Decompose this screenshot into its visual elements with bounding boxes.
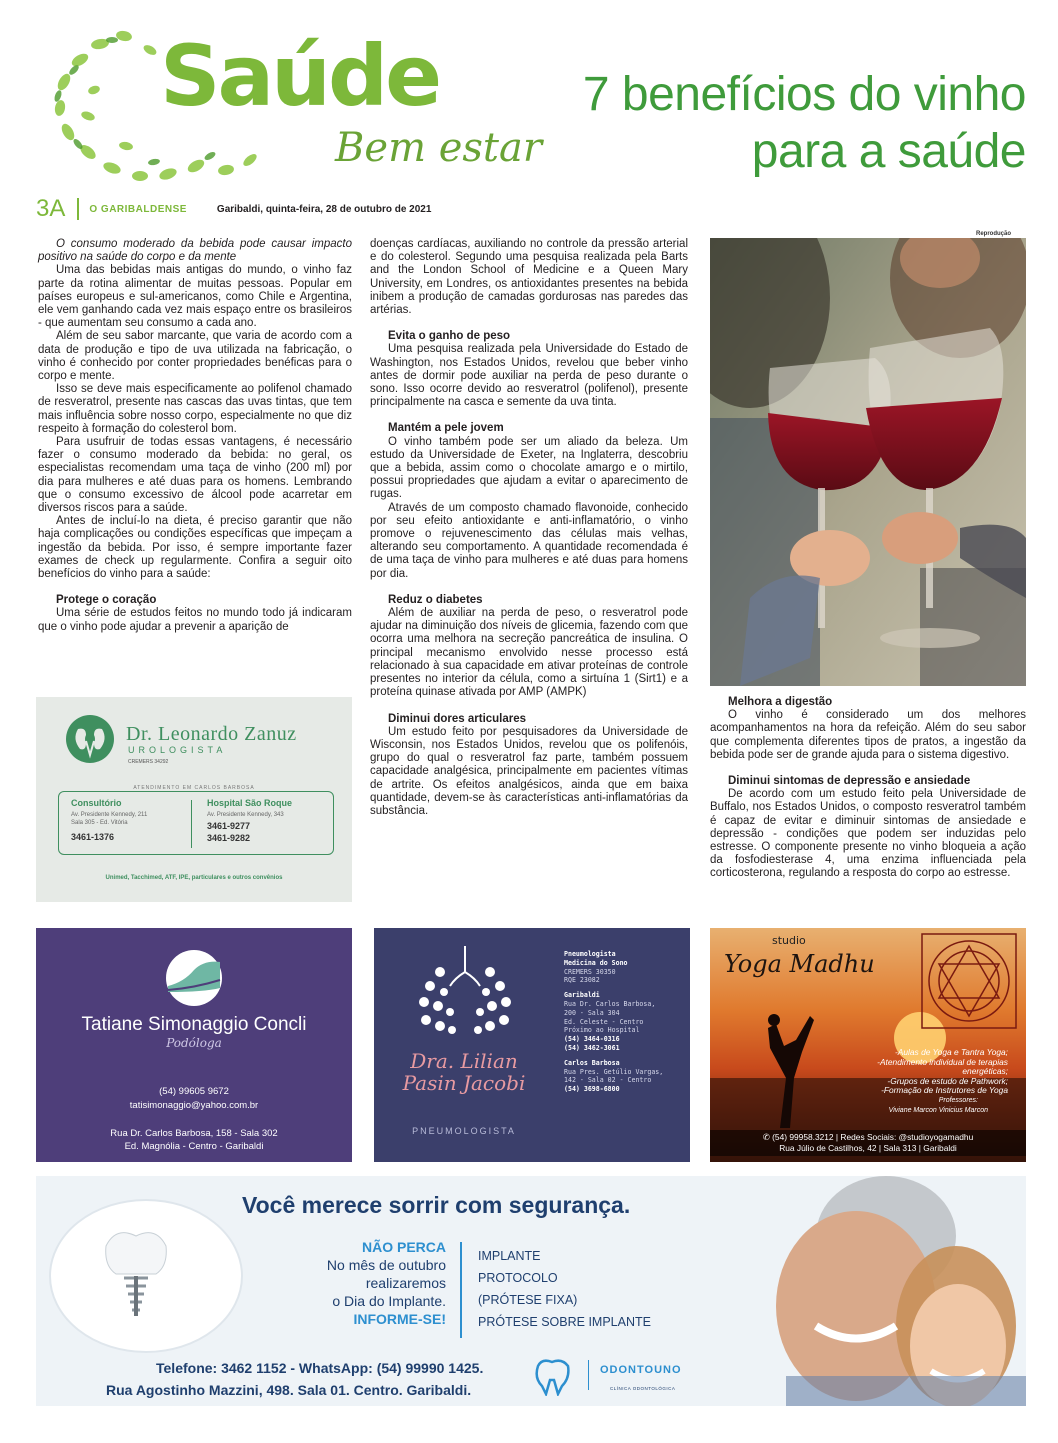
divider bbox=[460, 1242, 462, 1338]
doctor-name bbox=[394, 1050, 534, 1094]
studio-title: Yoga Madhu bbox=[724, 950, 875, 978]
doctor-specialty: PNEUMOLOGISTA bbox=[412, 1126, 516, 1136]
city-phone: (54) 3462-3061 bbox=[564, 1043, 620, 1052]
info-title: Pneumologista bbox=[564, 950, 616, 958]
brand-name: ODONTOUNO bbox=[600, 1364, 682, 1376]
address-line: Ed. Magnólia - Centro - Garibaldi bbox=[124, 1141, 264, 1152]
service-item: -Grupos de estudo de Pathwork; bbox=[887, 1075, 1008, 1086]
tooth-logo-icon bbox=[532, 1356, 574, 1396]
page-info-bar bbox=[36, 196, 431, 222]
service-item: energéticas; bbox=[962, 1066, 1008, 1077]
smiling-couple-photo bbox=[726, 1176, 1026, 1406]
studio-label: studio bbox=[772, 934, 806, 947]
service-item: -Atendimento individual de terapias bbox=[877, 1056, 1008, 1067]
promo-text bbox=[286, 1238, 446, 1328]
service-item bbox=[478, 1270, 651, 1308]
ad-tatiane-podologa[interactable] bbox=[36, 928, 352, 1162]
locations-box bbox=[58, 791, 334, 855]
paragraph: Uma série de estudos feitos no mundo todo já indicaram que o vinho pode ajudar a prevenir a aparição de bbox=[38, 607, 352, 633]
contact-address: Rua Agostinho Mazzini, 498. Sala 01. Centro. Garibaldi. bbox=[106, 1382, 472, 1398]
promo-highlight: INFORME-SE! bbox=[353, 1311, 446, 1327]
promo-line: realizaremos bbox=[365, 1275, 446, 1291]
city-phone: (54) 3698-6800 bbox=[564, 1085, 620, 1094]
paragraph: Além de seu sabor marcante, que varia de acordo com a data de produção e tipo de uva utilizada na fabricação, o vinho é conhecido por conter propriedades benéficas para o corpo e mente. bbox=[38, 330, 352, 383]
divider bbox=[191, 800, 192, 848]
newspaper-name: O GARIBALDENSE bbox=[89, 203, 187, 215]
professional-role: Podóloga bbox=[166, 1036, 222, 1050]
convenios: Unimed, Tacchimed, ATF, IPE, particulares e outros convênios bbox=[105, 875, 283, 881]
article-column-2 bbox=[370, 238, 688, 818]
phone: (54) 99605 9672 bbox=[159, 1086, 229, 1097]
location-title: Consultório bbox=[71, 798, 122, 808]
section-heading: Melhora a digestão bbox=[728, 696, 833, 708]
info-title: Medicina do Sono bbox=[564, 958, 628, 967]
divider bbox=[588, 1360, 589, 1390]
section-heading: Mantém a pele jovem bbox=[388, 422, 504, 435]
section-title: Saúde bbox=[160, 27, 440, 125]
article-lead: O consumo moderado da bebida pode causar impacto positivo na saúde do corpo e da mente bbox=[38, 238, 352, 264]
doctor-name-line: Pasin Jacobi bbox=[402, 1071, 526, 1095]
address-line: Rua Dr. Carlos Barbosa, 158 - Sala 302 bbox=[110, 1128, 278, 1139]
article-column-1 bbox=[38, 238, 352, 634]
page-number: 3A bbox=[36, 195, 66, 222]
section-heading: Reduz o diabetes bbox=[388, 593, 483, 606]
service-item: PRÓTESE SOBRE IMPLANTE bbox=[478, 1315, 651, 1329]
rqe: RQE 23082 bbox=[564, 976, 600, 985]
paragraph: Isso se deve mais especificamente ao polifenol chamado de resveratrol, presente nas cascas das uvas tintas, que tem mais influência sobre nosso corpo, especialmente no que diz respeito à formação do colesterol bom. bbox=[38, 383, 352, 435]
slogan: Você merece sorrir com segurança. bbox=[242, 1192, 631, 1218]
ad-studio-yoga-madhu[interactable] bbox=[710, 928, 1026, 1162]
contact-line: (54) 99958.3212 | Redes Sociais: @studioyogamadhu bbox=[772, 1132, 974, 1142]
services-list bbox=[478, 1248, 651, 1336]
paragraph: Uma das bebidas mais antigas do mundo, o vinho faz parte da rotina alimentar de muitas pessoas. Popular em países europeus e sul-americanos, como Chile e Argentina, ele vem ganhando cada vez mais espaço entre os brasileiros - que aumentam seu consumo a cada ano. bbox=[38, 264, 352, 330]
email: tatisimonaggio@yahoo.com.br bbox=[129, 1100, 259, 1111]
location-address: Av. Presidente Kennedy, 343 bbox=[207, 812, 284, 818]
brand-subtitle: CLÍNICA ODONTOLÓGICA bbox=[610, 1386, 676, 1391]
location-phone: 3461-1376 bbox=[71, 832, 115, 842]
location-phone: 3461-9282 bbox=[207, 833, 251, 843]
crm: CREMERS 30350 bbox=[564, 967, 616, 976]
dateline: Garibaldi, quinta-feira, 28 de outubro de 2021 bbox=[216, 203, 432, 215]
kidney-logo-icon bbox=[64, 713, 116, 765]
promo-line: o Dia do Implante. bbox=[332, 1293, 446, 1309]
article-headline: 7 benefícios do vinho para a saúde bbox=[582, 68, 1026, 178]
lungs-flowers-icon bbox=[410, 942, 520, 1042]
professional-name: Tatiane Simonaggio Concli bbox=[81, 1014, 307, 1035]
doctor-crm: CREMERS 34292 bbox=[128, 759, 169, 765]
divider bbox=[77, 198, 79, 220]
section-subtitle: Bem estar bbox=[335, 125, 542, 171]
section-heading: Evita o ganho de peso bbox=[388, 330, 511, 343]
article-column-3 bbox=[710, 696, 1026, 881]
photo-credit: Reprodução bbox=[976, 231, 1012, 237]
location-title: Hospital São Roque bbox=[207, 798, 293, 808]
paragraph: Para usufruir de todas essas vantagens, é necessário fazer o consumo moderado da bebida: no geral, os especialistas recomendam uma taça de vinho (200 ml) por dia para mulheres e até duas para os homens. Lembrando que o consumo excessivo de álcool pode acarretar em diversos riscos para a saúde. bbox=[38, 436, 352, 515]
doctor-info bbox=[564, 950, 684, 1094]
doctor-name: Dr. Leonardo Zanuz bbox=[126, 723, 297, 745]
paragraph: Além de auxiliar na perda de peso, o resveratrol pode ajudar na diminuição dos níveis de glicemia, fazendo com que ocorra uma melhora na secreção pancreática de insulina. O principal mecanismo envolvido nesse processo está relacionado à sua capacidade em ativar proteínas de controle presentes no interior da célula, como a sirtuína 1 (Sirt1) e a proteína quinase ativada por AMP (AMPK) bbox=[370, 607, 688, 699]
city-address: Rua Pres. Getúlio Vargas, 142 - Sala 02 - Centro bbox=[564, 1067, 664, 1085]
city-name: Carlos Barbosa bbox=[564, 1058, 620, 1067]
teachers-label: Professores: bbox=[938, 1096, 978, 1104]
paragraph: doenças cardíacas, auxiliando no controle da pressão arterial e do colesterol. Segundo uma pesquisa realizada pela Barts and the London School of Medicine e a Queen Mary University, em Londres, os antioxidantes presentes na bebida inibem a produção de camadas gordurosas nas paredes das artérias. bbox=[370, 238, 688, 317]
ad-dr-leonardo-zanuz[interactable] bbox=[36, 697, 352, 902]
promo-line: No mês de outubro bbox=[326, 1257, 446, 1273]
doctor-name-line: Dra. Lilian bbox=[410, 1049, 518, 1073]
atendimento-label: ATENDIMENTO EM CARLOS BARBOSA bbox=[133, 785, 255, 791]
city-address: Rua Dr. Carlos Barbosa, 200 - Sala 304 Ed. Celeste - Centro Próximo ao Hospital bbox=[564, 999, 656, 1035]
service-line: (PRÓTESE FIXA) bbox=[478, 1293, 578, 1307]
location-address: Av. Presidente Kennedy, 211 Sala 305 - Ed. Vitória bbox=[71, 812, 148, 826]
ad-odontouno[interactable] bbox=[36, 1176, 1026, 1406]
paragraph: Através de um composto chamado flavonoide, conhecido por seu efeito antioxidante e anti-inflamatório, o vinho promove o rejuvenescimento das células mais velhas, alterando seu comportamento. A quantidade recomendada é de uma taça de vinho para mulheres e até duas para homens por dia. bbox=[370, 501, 688, 580]
paragraph: Antes de incluí-lo na dieta, é preciso garantir que não haja complicações ou condições específicas que impeçam a ingestão da bebida. Por isso, é sempre importante fazer exames de check up regularmente. Confira a seguir oito benefícios do vinho para a saúde: bbox=[38, 515, 352, 581]
ad-dra-lilian-pasin-jacobi[interactable] bbox=[374, 928, 690, 1162]
paragraph: O vinho é considerado um dos melhores acompanhamentos na hora da refeição. Além do seu sabor que complementa diferentes tipos de pratos, a ingestão da bebida pode ser de grande ajuda para o sistema digestivo. bbox=[710, 709, 1026, 761]
promo-highlight: NÃO PERCA bbox=[361, 1239, 446, 1255]
dental-implant-image bbox=[46, 1196, 246, 1356]
doctor-specialty: UROLOGISTA bbox=[128, 745, 227, 755]
foot-logo-icon bbox=[164, 948, 224, 1008]
paragraph: De acordo com um estudo feito pela Universidade de Buffalo, nos Estados Unidos, o composto resveratrol também é capaz de evitar e diminuir sintomas de ansiedade e depressão - condições que podem ser induzidas pelo estresse. O componente presente no vinho bloqueia a ação da fosfodiesterase 4, uma enzima influenciada pela corticosterona, regulando a resposta do corpo ao estresse. bbox=[710, 788, 1026, 880]
services-list bbox=[710, 1048, 1008, 1115]
address-line: Rua Júlio de Castilhos, 42 | Sala 313 | Garibaldi bbox=[779, 1143, 957, 1153]
teachers-names: Viviane Marcon Vinicius Marcon bbox=[888, 1106, 988, 1114]
location-phone: 3461-9277 bbox=[207, 821, 251, 831]
contact-phone: Telefone: 3462 1152 - WhatsApp: (54) 99990 1425. bbox=[156, 1360, 484, 1376]
studio-contact bbox=[710, 1130, 1026, 1156]
paragraph: Uma pesquisa realizada pela Universidade do Estado de Washington, nos Estados Unidos, revelou que beber vinho antes de dormir pode auxiliar na perda de peso durante o sono. Isso ocorre devido ao resveratrol (polifenol), presente principalmente na casca e semente da uva tinta. bbox=[370, 343, 688, 409]
service-item: -Aulas de Yoga e Tantra Yoga; bbox=[895, 1047, 1008, 1057]
service-line: PROTOCOLO bbox=[478, 1271, 558, 1285]
service-item: -Formação de Instrutores de Yoga bbox=[881, 1085, 1008, 1096]
city-name: Garibaldi bbox=[564, 991, 600, 1000]
paragraph: Um estudo feito por pesquisadores da Universidade de Wisconsin, nos Estados Unidos, revelou que os polifenóis, grupo do qual o resveratrol faz parte, também possuem capacidade analgésica, principalmente em pacientes vítimas de artrite. Os efeitos analgésicos, ainda que em baixa quantidade, devem-se às características anti-inflamatórias da substância. bbox=[370, 725, 688, 817]
whatsapp-icon: ✆ bbox=[762, 1132, 773, 1142]
paragraph: O vinho também pode ser um aliado da beleza. Um estudo da Universidade de Exeter, na Inglaterra, descobriu que a bebida, assim como o chocolate amargo e o mirtilo, possui propriedades que ajudam a evitar o aparecimento de rugas. bbox=[370, 435, 688, 501]
service-item: IMPLANTE bbox=[478, 1249, 541, 1263]
masthead bbox=[30, 20, 560, 190]
section-heading: Diminui sintomas de depressão e ansiedade bbox=[728, 775, 971, 788]
wine-toast-photo bbox=[710, 238, 1026, 686]
section-heading: Protege o coração bbox=[56, 594, 157, 607]
city-phone: (54) 3464-0316 bbox=[564, 1035, 620, 1044]
section-heading: Diminui dores articulares bbox=[388, 712, 527, 725]
